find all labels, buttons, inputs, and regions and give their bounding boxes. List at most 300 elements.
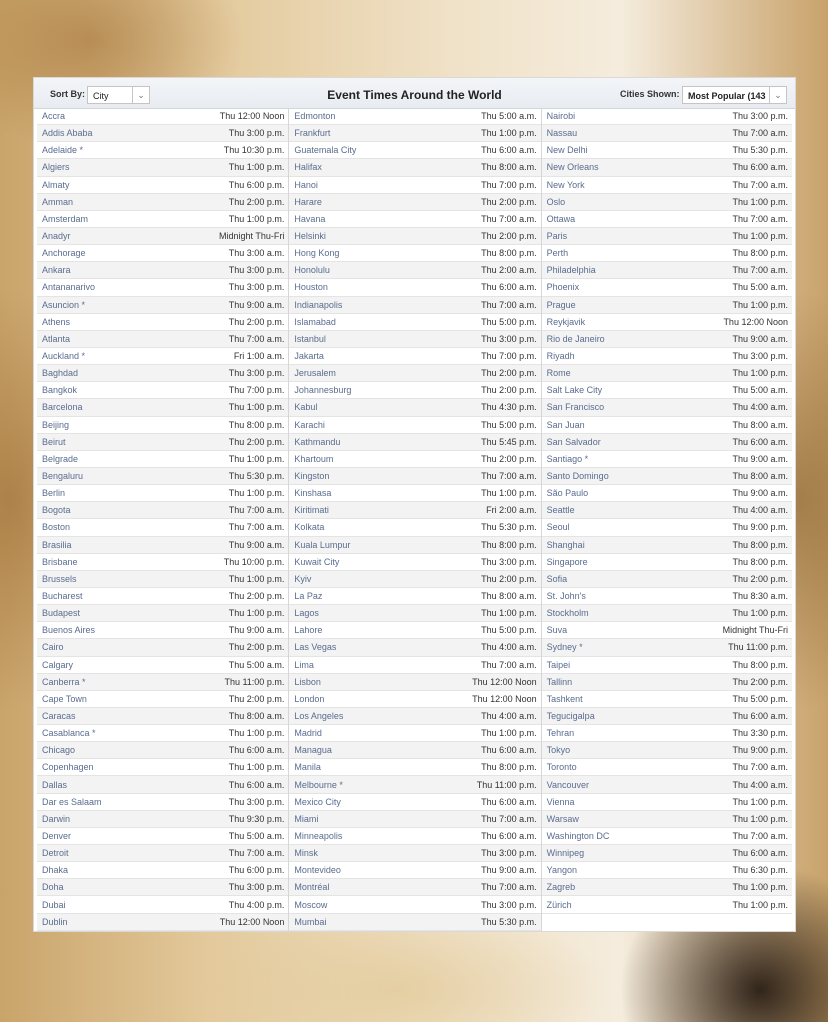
table-row: [289, 639, 540, 656]
city-link[interactable]: Denver: [42, 830, 72, 841]
city-link[interactable]: Zürich: [546, 899, 572, 910]
event-time: Thu 8:00 p.m.: [228, 419, 285, 430]
table-row: [289, 896, 540, 913]
city-link[interactable]: San Juan: [546, 419, 585, 430]
city-link[interactable]: Stockholm: [546, 608, 589, 619]
event-time: Thu 12:00 Noon: [472, 676, 537, 687]
city-link[interactable]: Seoul: [546, 522, 570, 533]
city-link[interactable]: Halifax: [294, 162, 322, 173]
city-link[interactable]: Madrid: [294, 728, 322, 739]
table-row: [37, 776, 288, 793]
city-link[interactable]: Hong Kong: [294, 248, 340, 259]
table-row: [37, 519, 288, 536]
table-row: [542, 502, 792, 519]
table-row: [542, 228, 792, 245]
event-time: Thu 5:00 a.m.: [228, 659, 285, 670]
event-times-panel: [33, 77, 796, 932]
city-link[interactable]: Brasilia: [42, 539, 72, 550]
event-time: Midnight Thu-Fri: [722, 625, 788, 636]
event-time: Thu 6:00 a.m.: [732, 848, 788, 859]
table-row: [37, 794, 288, 811]
event-time: Thu 4:00 a.m.: [732, 779, 788, 790]
event-time: Thu 5:30 p.m.: [481, 916, 537, 927]
event-time: Thu 8:00 p.m.: [732, 659, 788, 670]
event-time: Thu 9:00 a.m.: [732, 488, 788, 499]
city-link[interactable]: Helsinki: [294, 231, 326, 242]
city-link[interactable]: Montevideo: [294, 865, 341, 876]
city-link[interactable]: Rome: [546, 368, 571, 379]
event-time: Thu 8:00 p.m.: [732, 556, 788, 567]
table-row: [542, 657, 792, 674]
table-row: [542, 742, 792, 759]
city-link[interactable]: Kathmandu: [294, 436, 341, 447]
table-row: [37, 468, 288, 485]
event-time: Thu 8:00 a.m.: [228, 710, 285, 721]
table-row: [542, 828, 792, 845]
event-time: Thu 6:30 p.m.: [732, 865, 788, 876]
event-time: Thu 7:00 p.m.: [228, 385, 285, 396]
event-time: Thu 2:00 p.m.: [481, 196, 537, 207]
city-link[interactable]: Auckland *: [42, 351, 86, 362]
table-row: [37, 605, 288, 622]
table-row: [542, 811, 792, 828]
city-link[interactable]: Philadelphia: [546, 265, 596, 276]
city-link[interactable]: Riyadh: [546, 351, 575, 362]
city-link[interactable]: Bogota: [42, 505, 71, 516]
city-link[interactable]: Zagreb: [546, 882, 576, 893]
event-time: Thu 1:00 p.m.: [732, 608, 788, 619]
city-link[interactable]: Montréal: [294, 882, 330, 893]
event-time: Thu 2:00 p.m.: [228, 591, 285, 601]
table-row: [37, 554, 288, 571]
city-link[interactable]: Oslo: [546, 196, 566, 207]
table-row: [542, 177, 792, 194]
city-link[interactable]: Addis Ababa: [42, 128, 93, 139]
table-row: [289, 451, 540, 468]
city-link[interactable]: Paris: [546, 231, 568, 242]
table-row: [289, 108, 540, 125]
sort-by-label: Sort By:: [50, 89, 86, 99]
event-time: Thu 6:00 a.m.: [481, 745, 537, 756]
event-time: Thu 8:00 a.m.: [481, 162, 537, 173]
table-row: [289, 194, 540, 211]
event-time: Thu 9:00 p.m.: [732, 522, 788, 533]
city-link[interactable]: Beirut: [42, 436, 66, 447]
table-row: [542, 845, 792, 862]
city-column-1: [37, 108, 289, 931]
event-time: Thu 5:00 a.m.: [732, 282, 788, 293]
table-row: [542, 382, 792, 399]
city-link[interactable]: New Delhi: [546, 145, 588, 156]
event-time: Thu 2:00 p.m.: [228, 642, 285, 653]
city-link[interactable]: Harare: [294, 196, 322, 207]
table-row: [37, 177, 288, 194]
event-time: Thu 9:00 a.m.: [228, 299, 285, 310]
chevron-down-icon[interactable]: ⌄: [769, 87, 786, 103]
event-time: Thu 1:00 p.m.: [228, 608, 285, 619]
table-row: [289, 742, 540, 759]
city-link[interactable]: Ottawa: [546, 213, 576, 224]
city-link[interactable]: Berlin: [42, 488, 66, 499]
table-row: [542, 194, 792, 211]
city-link[interactable]: Amman: [42, 196, 74, 207]
city-link[interactable]: New Orleans: [546, 162, 599, 173]
event-time: Thu 6:00 p.m.: [228, 179, 285, 190]
city-link[interactable]: Baghdad: [42, 368, 79, 379]
city-link[interactable]: Kingston: [294, 471, 330, 482]
city-link[interactable]: Manila: [294, 762, 321, 773]
city-link[interactable]: Reykjavik: [546, 316, 586, 327]
table-row: [289, 485, 540, 502]
table-row: [542, 451, 792, 468]
city-link[interactable]: Athens: [42, 316, 71, 327]
city-link[interactable]: Islamabad: [294, 316, 336, 327]
event-time: Thu 9:30 p.m.: [228, 813, 285, 824]
city-link[interactable]: Seattle: [546, 505, 575, 516]
city-link[interactable]: Jakarta: [294, 351, 324, 362]
city-link[interactable]: Brussels: [42, 573, 77, 584]
city-link[interactable]: Dubai: [42, 899, 66, 910]
event-time: Thu 8:00 a.m.: [481, 591, 537, 601]
table-row: [37, 879, 288, 896]
city-link[interactable]: Kiritimati: [294, 505, 329, 516]
event-time: Thu 3:00 p.m.: [481, 848, 537, 859]
event-time: Thu 1:00 p.m.: [732, 196, 788, 207]
city-link[interactable]: Beijing: [42, 419, 70, 430]
city-link[interactable]: Mexico City: [294, 796, 341, 807]
table-row: [542, 519, 792, 536]
city-link[interactable]: Dublin: [42, 916, 68, 927]
panel-header: [34, 78, 795, 109]
table-row: [289, 262, 540, 279]
event-time: Thu 3:00 p.m.: [481, 556, 537, 567]
city-link[interactable]: Miami: [294, 813, 319, 824]
table-row: [289, 142, 540, 159]
city-times-grid: [37, 108, 792, 931]
city-link[interactable]: Cairo: [42, 642, 64, 653]
table-row: [289, 588, 540, 605]
table-row: [37, 451, 288, 468]
city-link[interactable]: Nassau: [546, 128, 578, 139]
table-row: [542, 588, 792, 605]
city-link[interactable]: Jerusalem: [294, 368, 336, 379]
table-row: [37, 417, 288, 434]
table-row: [542, 211, 792, 228]
city-link[interactable]: Frankfurt: [294, 128, 331, 139]
city-link[interactable]: Dhaka: [42, 865, 69, 876]
event-time: Thu 7:00 a.m.: [481, 471, 537, 482]
city-link[interactable]: Lima: [294, 659, 314, 670]
city-link[interactable]: Mumbai: [294, 916, 327, 927]
city-link[interactable]: Atlanta: [42, 333, 71, 344]
table-row: [289, 468, 540, 485]
table-row: [542, 622, 792, 639]
city-link[interactable]: New York: [546, 179, 585, 190]
city-link[interactable]: Boston: [42, 522, 71, 533]
event-time: Thu 1:00 p.m.: [228, 762, 285, 773]
table-row: [289, 382, 540, 399]
city-link[interactable]: London: [294, 693, 325, 704]
city-link[interactable]: Kolkata: [294, 522, 325, 533]
city-link[interactable]: Budapest: [42, 608, 81, 619]
table-row: [289, 794, 540, 811]
event-time: Thu 7:00 p.m.: [481, 351, 537, 362]
event-time: Thu 5:00 a.m.: [228, 830, 285, 841]
city-link[interactable]: Cape Town: [42, 693, 87, 704]
city-link[interactable]: Dar es Salaam: [42, 796, 102, 807]
event-time: Thu 1:00 p.m.: [732, 899, 788, 910]
event-time: Midnight Thu-Fri: [218, 231, 285, 242]
table-row: [289, 914, 540, 931]
table-row: [289, 657, 540, 674]
event-time: Thu 5:00 p.m.: [481, 419, 537, 430]
city-link[interactable]: Las Vegas: [294, 642, 337, 653]
city-link[interactable]: San Francisco: [546, 402, 605, 413]
city-link[interactable]: Chicago: [42, 745, 76, 756]
table-row: [37, 399, 288, 416]
table-row: [37, 125, 288, 142]
table-row: [37, 262, 288, 279]
city-link[interactable]: Bangkok: [42, 385, 78, 396]
table-row: [542, 776, 792, 793]
event-time: Thu 10:30 p.m.: [223, 145, 285, 156]
event-time: Thu 2:00 p.m.: [481, 385, 537, 396]
event-time: Thu 2:00 p.m.: [732, 573, 788, 584]
event-time: Thu 3:00 p.m.: [481, 899, 537, 910]
city-link[interactable]: Rio de Janeiro: [546, 333, 605, 344]
city-link[interactable]: Minneapolis: [294, 830, 343, 841]
event-time: Thu 7:00 a.m.: [228, 848, 285, 859]
city-link[interactable]: Bucharest: [42, 591, 83, 601]
city-link[interactable]: Asuncion *: [42, 299, 86, 310]
table-row: [289, 417, 540, 434]
event-time: Thu 4:00 a.m.: [732, 505, 788, 516]
city-link[interactable]: Brisbane: [42, 556, 78, 567]
table-row: [289, 537, 540, 554]
city-link[interactable]: Kuwait City: [294, 556, 340, 567]
city-link[interactable]: Adelaide *: [42, 145, 84, 156]
city-link[interactable]: Darwin: [42, 813, 71, 824]
event-time: Thu 4:00 a.m.: [481, 710, 537, 721]
table-row: [289, 845, 540, 862]
city-link[interactable]: Ankara: [42, 265, 71, 276]
event-time: Thu 5:30 p.m.: [228, 471, 285, 482]
table-row: [289, 519, 540, 536]
table-row: [289, 211, 540, 228]
city-link[interactable]: Antananarivo: [42, 282, 96, 293]
table-row: [289, 331, 540, 348]
table-row: [542, 879, 792, 896]
event-time: Thu 11:00 p.m.: [476, 779, 537, 790]
city-link[interactable]: Casablanca *: [42, 728, 96, 739]
city-link[interactable]: Guatemala City: [294, 145, 357, 156]
table-row: [542, 708, 792, 725]
city-link[interactable]: Detroit: [42, 848, 69, 859]
city-link[interactable]: Washington DC: [546, 830, 610, 841]
city-link[interactable]: Indianapolis: [294, 299, 343, 310]
city-link[interactable]: Tegucigalpa: [546, 710, 595, 721]
city-link[interactable]: Buenos Aires: [42, 625, 96, 636]
city-link[interactable]: Sydney *: [546, 642, 583, 653]
cities-shown-select[interactable]: [682, 86, 787, 104]
event-time: Thu 10:00 p.m.: [223, 556, 285, 567]
table-row: [37, 725, 288, 742]
city-link[interactable]: Tokyo: [546, 745, 571, 756]
city-link[interactable]: Anchorage: [42, 248, 86, 259]
event-time: Thu 1:00 p.m.: [481, 608, 537, 619]
city-link[interactable]: Phoenix: [546, 282, 580, 293]
event-time: Thu 7:00 a.m.: [481, 659, 537, 670]
event-time: Thu 7:00 a.m.: [732, 830, 788, 841]
city-link[interactable]: Accra: [42, 111, 66, 122]
city-link[interactable]: Algiers: [42, 162, 70, 173]
city-link[interactable]: Honolulu: [294, 265, 330, 276]
table-row: [542, 417, 792, 434]
event-time: Thu 1:00 p.m.: [228, 213, 285, 224]
event-time: Thu 2:00 p.m.: [481, 453, 537, 464]
city-link[interactable]: Los Angeles: [294, 710, 344, 721]
city-link[interactable]: Nairobi: [546, 111, 576, 122]
city-link[interactable]: Calgary: [42, 659, 74, 670]
city-link[interactable]: Doha: [42, 882, 64, 893]
event-time: Thu 1:00 p.m.: [228, 488, 285, 499]
table-row: [289, 348, 540, 365]
event-time: Thu 9:00 a.m.: [228, 625, 285, 636]
table-row: [37, 194, 288, 211]
city-link[interactable]: Perth: [546, 248, 569, 259]
city-link[interactable]: Lisbon: [294, 676, 321, 687]
city-link[interactable]: Copenhagen: [42, 762, 94, 773]
event-time: Thu 3:00 p.m.: [228, 882, 285, 893]
city-link[interactable]: Edmonton: [294, 111, 336, 122]
table-row: [289, 502, 540, 519]
city-link[interactable]: Tashkent: [546, 693, 583, 704]
table-row: [542, 639, 792, 656]
event-time: Thu 9:00 p.m.: [732, 745, 788, 756]
city-link[interactable]: Amsterdam: [42, 213, 89, 224]
chevron-down-icon[interactable]: ⌄: [132, 87, 149, 103]
table-row: [37, 382, 288, 399]
city-link[interactable]: San Salvador: [546, 436, 601, 447]
event-time: Thu 1:00 p.m.: [228, 162, 285, 173]
city-link[interactable]: Almaty: [42, 179, 70, 190]
event-time: Thu 4:00 a.m.: [732, 402, 788, 413]
event-time: Thu 5:00 a.m.: [481, 111, 537, 122]
city-link[interactable]: Caracas: [42, 710, 76, 721]
city-link[interactable]: St. John's: [546, 591, 586, 601]
city-link[interactable]: Khartoum: [294, 453, 334, 464]
event-time: Thu 6:00 a.m.: [732, 162, 788, 173]
city-link[interactable]: Minsk: [294, 848, 318, 859]
table-row: [542, 314, 792, 331]
city-link[interactable]: São Paulo: [546, 488, 589, 499]
event-time: Thu 8:00 p.m.: [732, 248, 788, 259]
city-link[interactable]: Salt Lake City: [546, 385, 603, 396]
city-link[interactable]: Sofia: [546, 573, 568, 584]
city-link[interactable]: Hanoi: [294, 179, 318, 190]
city-link[interactable]: Toronto: [546, 762, 577, 773]
city-link[interactable]: Tallinn: [546, 676, 573, 687]
city-link[interactable]: Kabul: [294, 402, 318, 413]
event-time: Thu 2:00 p.m.: [228, 316, 285, 327]
city-link[interactable]: Winnipeg: [546, 848, 585, 859]
city-link[interactable]: Kinshasa: [294, 488, 332, 499]
table-row: [289, 314, 540, 331]
event-time: Thu 5:30 p.m.: [732, 145, 788, 156]
table-row: [37, 502, 288, 519]
event-time: Thu 6:00 a.m.: [481, 282, 537, 293]
event-time: Thu 2:00 p.m.: [481, 368, 537, 379]
city-link[interactable]: Yangon: [546, 865, 578, 876]
city-link[interactable]: Santo Domingo: [546, 471, 609, 482]
table-row: [289, 434, 540, 451]
city-link[interactable]: Canberra *: [42, 676, 86, 687]
table-row: [37, 588, 288, 605]
city-link[interactable]: Dallas: [42, 779, 68, 790]
city-link[interactable]: Suva: [546, 625, 568, 636]
table-row: [542, 108, 792, 125]
city-link[interactable]: Anadyr: [42, 231, 71, 242]
table-row: [542, 485, 792, 502]
event-time: Thu 2:00 p.m.: [228, 436, 285, 447]
city-link[interactable]: Shanghai: [546, 539, 585, 550]
event-time: Thu 8:30 a.m.: [732, 591, 788, 601]
event-time: Thu 1:00 p.m.: [228, 728, 285, 739]
table-row: [542, 348, 792, 365]
city-link[interactable]: Vancouver: [546, 779, 590, 790]
city-link[interactable]: Houston: [294, 282, 328, 293]
event-time: Thu 1:00 p.m.: [481, 128, 537, 139]
city-link[interactable]: Lahore: [294, 625, 323, 636]
city-link[interactable]: Tehran: [546, 728, 575, 739]
table-row: [542, 279, 792, 296]
city-link[interactable]: Kuala Lumpur: [294, 539, 351, 550]
table-row: [289, 811, 540, 828]
city-link[interactable]: Melbourne *: [294, 779, 343, 790]
city-link[interactable]: Havana: [294, 213, 326, 224]
table-row: [37, 742, 288, 759]
table-row: [542, 399, 792, 416]
city-link[interactable]: Santiago *: [546, 453, 589, 464]
table-row: [37, 691, 288, 708]
city-link[interactable]: Singapore: [546, 556, 588, 567]
table-row: [542, 468, 792, 485]
city-link[interactable]: Warsaw: [546, 813, 579, 824]
city-link[interactable]: Istanbul: [294, 333, 326, 344]
event-time: Thu 9:00 a.m.: [481, 865, 537, 876]
city-link[interactable]: Bengaluru: [42, 471, 84, 482]
page-title: Event Times Around the World: [327, 88, 502, 102]
table-row: [37, 622, 288, 639]
table-row: [37, 314, 288, 331]
city-link[interactable]: La Paz: [294, 591, 323, 601]
city-link[interactable]: Kyiv: [294, 573, 312, 584]
city-link[interactable]: Johannesburg: [294, 385, 352, 396]
table-row: [37, 914, 288, 931]
city-link[interactable]: Barcelona: [42, 402, 83, 413]
city-link[interactable]: Prague: [546, 299, 576, 310]
city-link[interactable]: Managua: [294, 745, 332, 756]
city-link[interactable]: Lagos: [294, 608, 319, 619]
city-link[interactable]: Moscow: [294, 899, 328, 910]
event-time: Thu 1:00 p.m.: [481, 488, 537, 499]
event-time: Thu 1:00 p.m.: [732, 368, 788, 379]
city-link[interactable]: Vienna: [546, 796, 575, 807]
city-link[interactable]: Taipei: [546, 659, 571, 670]
city-link[interactable]: Karachi: [294, 419, 325, 430]
city-link[interactable]: Belgrade: [42, 453, 79, 464]
event-time: Thu 7:00 a.m.: [732, 179, 788, 190]
